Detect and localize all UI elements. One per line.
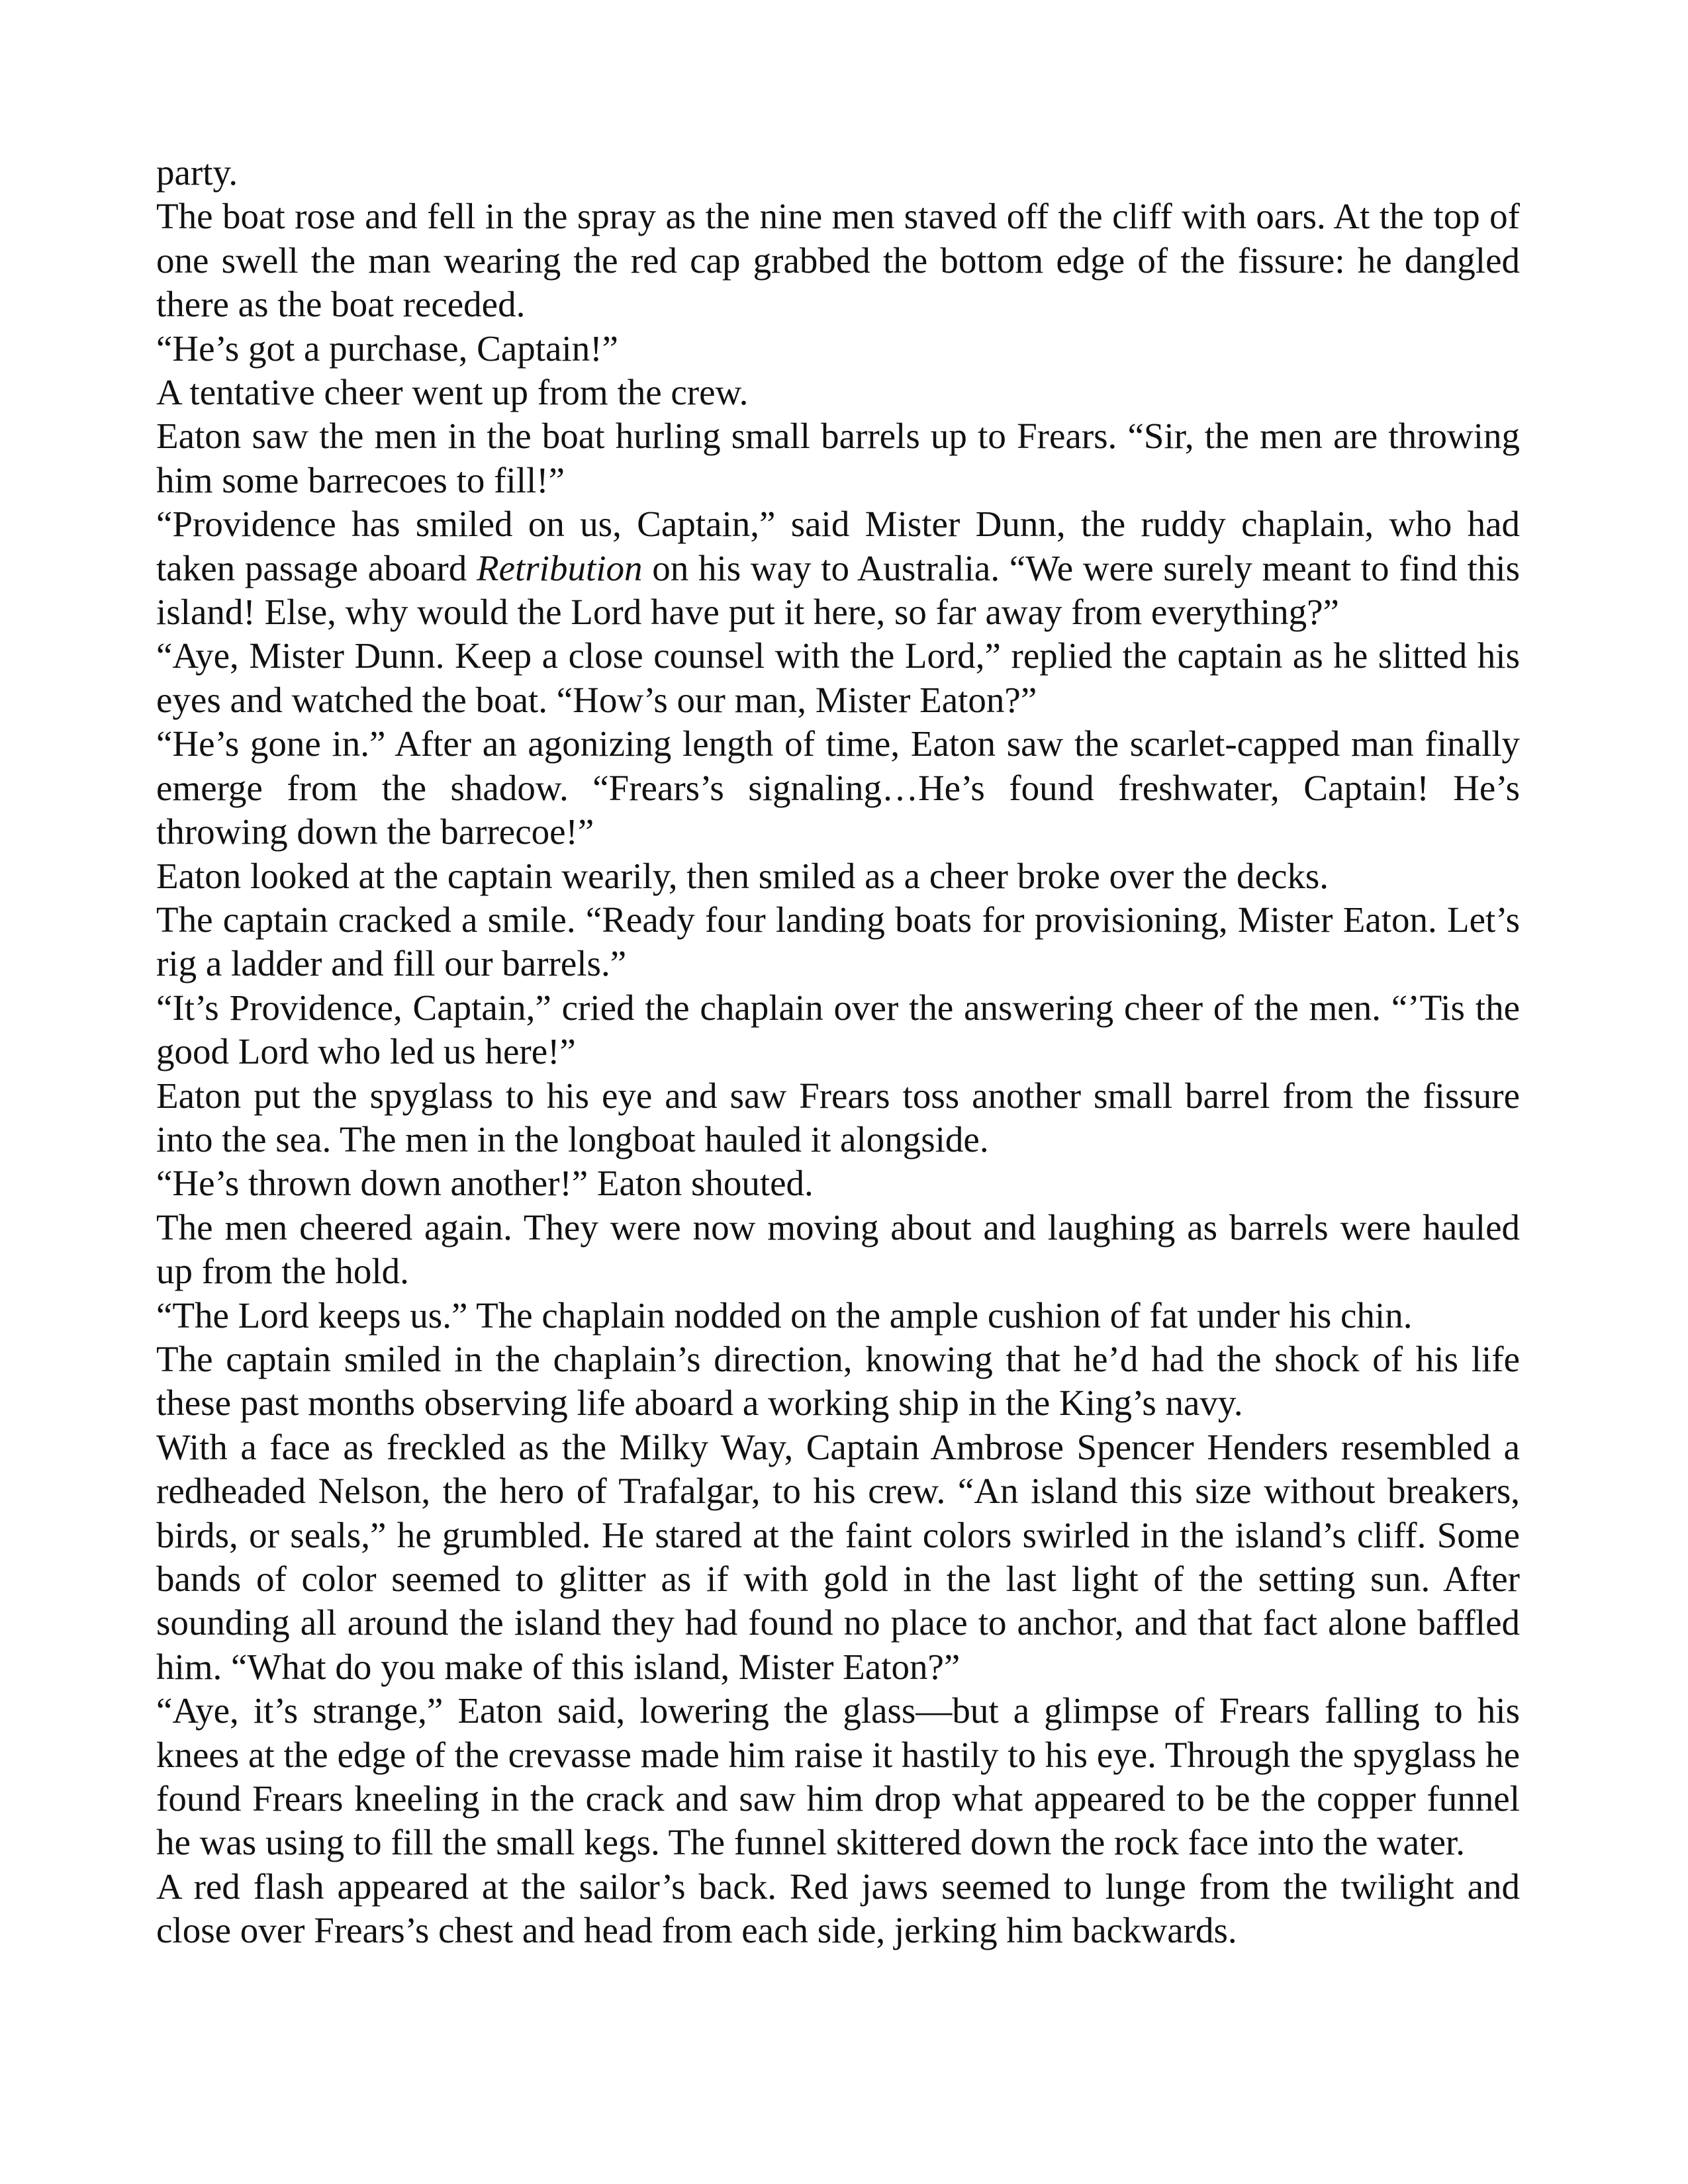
paragraph-7: “Aye, Mister Dunn. Keep a close counsel with the Lord,” replied the captain as he slitted his eyes and watched the boat. “How’s our man, Mister Eaton?”	[156, 635, 1520, 720]
paragraph-4: A tentative cheer went up from the crew.	[156, 372, 749, 413]
ship-name-italic: Retribution	[476, 547, 643, 588]
paragraph-1: party.	[156, 152, 238, 193]
paragraph-6-before: “Providence has smiled on us, Captain,” said Mister Dunn, the ruddy chaplain, who had taken passage aboard	[156, 504, 1520, 588]
paragraph-8: “He’s gone in.” After an agonizing length of time, Eaton saw the scarlet-capped man finally emerge from the shadow. “Frears’s signaling…He’s found freshwater, Captain! He’s throwing down the barrecoe!”	[156, 723, 1520, 852]
paragraph-18: “Aye, it’s strange,” Eaton said, lowering the glass—but a glimpse of Frears falling to his knees at the edge of the crevasse made him raise it hastily to his eye. Through the spyglass he found Frears kneeling in the crack and saw him drop what appeared to be the copper funnel he was using to fill the small kegs. The funnel skittered down the rock face into the water.	[156, 1690, 1520, 1863]
paragraph-12: Eaton put the spyglass to his eye and saw Frears toss another small barrel from the fissure into the sea. The men in the longboat hauled it alongside.	[156, 1075, 1520, 1160]
paragraph-3: “He’s got a purchase, Captain!”	[156, 328, 618, 369]
paragraph-13: “He’s thrown down another!” Eaton shouted.	[156, 1163, 814, 1204]
paragraph-14: The men cheered again. They were now moving about and laughing as barrels were hauled up from the hold.	[156, 1206, 1520, 1292]
paragraph-15: “The Lord keeps us.” The chaplain nodded on the ample cushion of fat under his chin.	[156, 1295, 1413, 1336]
paragraph-11: “It’s Providence, Captain,” cried the chaplain over the answering cheer of the men. “’Tis the good Lord who led us here!”	[156, 987, 1520, 1072]
paragraph-17: With a face as freckled as the Milky Way, Captain Ambrose Spencer Henders resembled a redheaded Nelson, the hero of Trafalgar, to his crew. “An island this size without breakers, birds, or seals,” he grumbled. He stared at the faint colors swirled in the island’s cliff. Some bands of color seemed to glitter as if with gold in the last light of the setting sun. After sounding all around the island they had found no place to anchor, and that fact alone baffled him. “What do you make of this island, Mister Eaton?”	[156, 1426, 1520, 1687]
paragraph-6-after: on his way to Australia. “We were surely meant to find this island! Else, why would the Lord have put it here, so far away from everything?”	[156, 547, 1520, 633]
paragraph-10: The captain cracked a smile. “Ready four landing boats for provisioning, Mister Eaton. Let’s rig a ladder and fill our barrels.”	[156, 899, 1520, 984]
paragraph-16: The captain smiled in the chaplain’s direction, knowing that he’d had the shock of his life these past months observing life aboard a working ship in the King’s navy.	[156, 1338, 1520, 1424]
paragraph-19: A red flash appeared at the sailor’s back. Red jaws seemed to lunge from the twilight and close over Frears’s chest and head from each side, jerking him backwards.	[156, 1866, 1520, 1951]
paragraph-5: Eaton saw the men in the boat hurling small barrels up to Frears. “Sir, the men are throwing him some barrecoes to fill!”	[156, 416, 1520, 500]
page-text	[156, 151, 1520, 1953]
paragraph-2: The boat rose and fell in the spray as the nine men staved off the cliff with oars. At the top of one swell the man wearing the red cap grabbed the bottom edge of the fissure: he dangled there as the boat receded.	[156, 196, 1520, 325]
paragraph-9: Eaton looked at the captain wearily, then smiled as a cheer broke over the decks.	[156, 855, 1329, 896]
paragraph-6	[156, 502, 1520, 634]
